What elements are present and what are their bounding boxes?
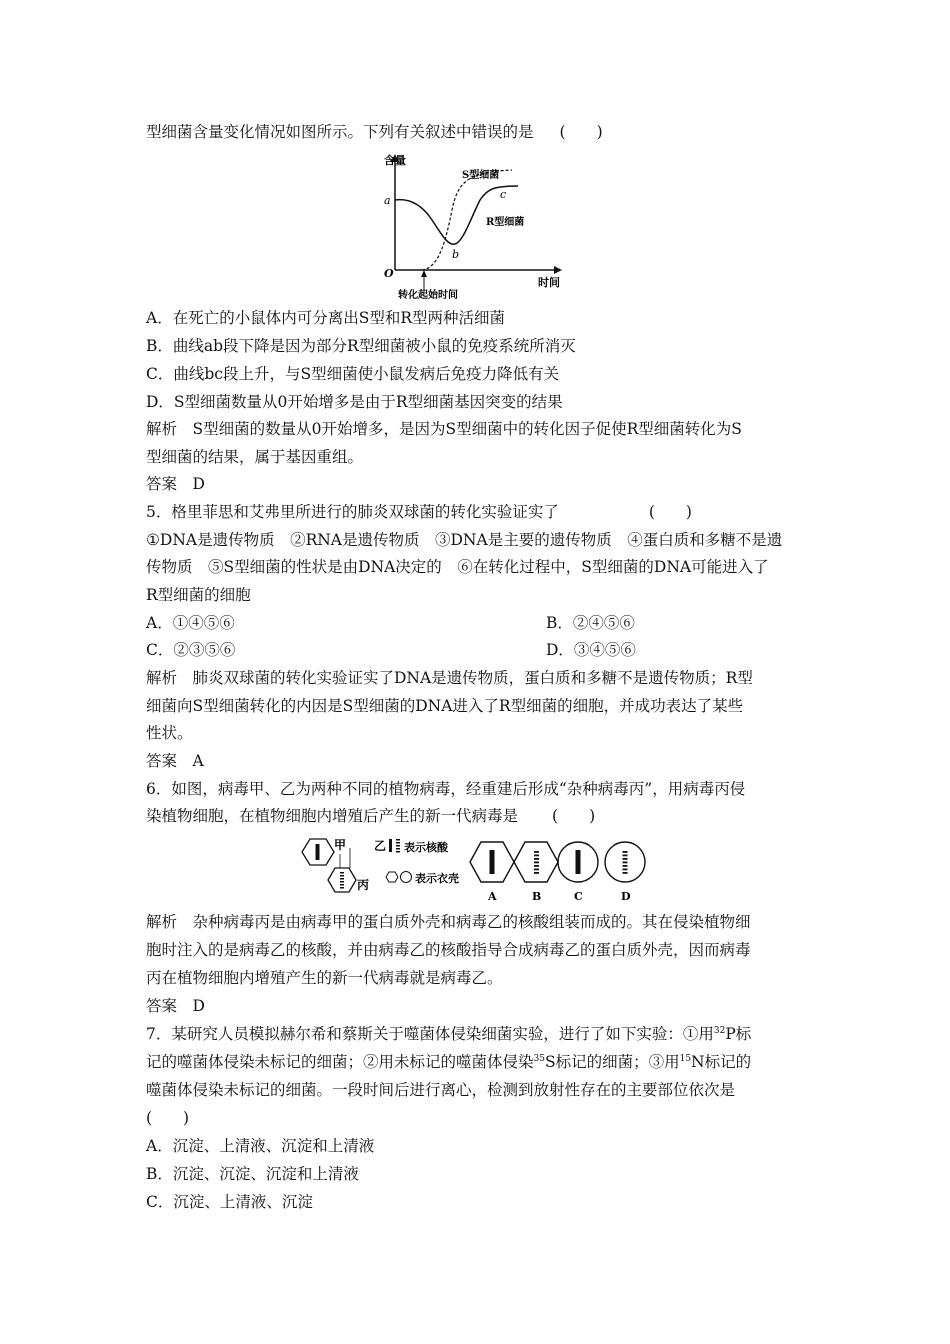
- q4-option-b: B．曲线ab段下降是因为部分R型细菌被小鼠的免疫系统所消灭: [146, 337, 576, 355]
- legend-hexagon-icon: [386, 872, 398, 882]
- bing-label: 丙: [357, 878, 370, 892]
- q5-option-a: A．①④⑤⑥: [146, 614, 235, 632]
- jia-label: 甲: [334, 838, 347, 852]
- bing-nucleic-stripes: [340, 872, 344, 889]
- q5-analysis-1: 解析 肺炎双球菌的转化实验证实了DNA是遗传物质，蛋白质和多糖不是遗传物质；R型: [146, 669, 753, 687]
- q7-sup-35: 35: [533, 1054, 545, 1064]
- q5-analysis-2: 细菌向S型细菌转化的内因是S型细菌的DNA进入了R型细菌的细胞，并成功表达了某些: [146, 697, 744, 715]
- option-c-label: C: [574, 890, 583, 903]
- q7-line2-post: N标记的: [691, 1053, 752, 1071]
- graph-s-label: S型细菌: [462, 170, 500, 181]
- q6-answer: 答案 D: [146, 997, 205, 1015]
- graph-point-b: b: [452, 248, 460, 261]
- q5-items-2: 传物质 ⑤S型细菌的性状是由DNA决定的 ⑥在转化过程中，S型细菌的DNA可能进入了: [146, 558, 769, 576]
- q7-sup-32: 32: [713, 1026, 726, 1036]
- q7-line1-post: P标: [725, 1025, 752, 1043]
- option-c-nucleic: [576, 850, 581, 874]
- q6-stem-2: [146, 806, 595, 826]
- q7-line2-pre: 记的噬菌体侵染未标记的细菌；②用未标记的噬菌体侵染: [146, 1053, 534, 1071]
- x-axis-arrow: [554, 266, 562, 274]
- yi-label: 乙: [374, 839, 387, 853]
- graph-x-label: 时间: [538, 276, 560, 289]
- graph-point-a: a: [384, 194, 391, 207]
- graph-origin: O: [384, 267, 394, 280]
- q7-sup-15: 15: [679, 1054, 692, 1064]
- graph-arrow-label: 转化起始时间: [398, 290, 458, 300]
- legend-nucleic-stripes: [396, 839, 400, 853]
- q7-stem-3: 噬菌体侵染未标记的细菌。一段时间后进行离心，检测到放射性存在的主要部位依次是: [146, 1081, 736, 1099]
- q6-paren: ( ): [552, 807, 596, 825]
- q7-option-c: C．沉淀、上清液、沉淀: [146, 1193, 313, 1211]
- option-d-nucleic: [623, 851, 628, 874]
- q5-option-b: B．②④⑤⑥: [546, 614, 635, 632]
- legend-circle-icon: [401, 872, 412, 883]
- q6-analysis-1: 解析 杂种病毒丙是由病毒甲的蛋白质外壳和病毒乙的核酸组装而成的。其在侵染植物细: [146, 913, 751, 931]
- q7-stem-1: [146, 1024, 751, 1044]
- q5-answer: 答案 A: [146, 752, 204, 770]
- option-a-nucleic: [490, 850, 495, 874]
- q4-analysis-2: 型细菌的结果，属于基因重组。: [146, 448, 364, 466]
- q5-stem: [146, 502, 692, 522]
- q6-analysis-2: 胞时注入的是病毒乙的核酸，并由病毒乙的核酸指导合成病毒乙的蛋白质外壳，因而病毒: [146, 941, 751, 959]
- legend-nucleic-text: 表示核酸: [404, 841, 448, 854]
- q6-stem-2-text: 染植物细胞，在植物细胞内增殖后产生的新一代病毒是: [146, 807, 519, 825]
- q4-option-d: D．S型细菌数量从0开始增多是由于R型细菌基因突变的结果: [146, 393, 563, 411]
- q6-figure: [300, 834, 650, 904]
- q5-analysis-3: 性状。: [146, 724, 193, 742]
- q5-option-c: C．②③⑤⑥: [146, 641, 236, 659]
- graph-r-label: R型细菌: [486, 217, 525, 228]
- jia-nucleic-bar: [316, 844, 320, 860]
- option-d-label: D: [621, 890, 631, 903]
- q4-option-a: A．在死亡的小鼠体内可分离出S型和R型两种活细菌: [146, 309, 505, 327]
- transform-arrow-head: [421, 270, 427, 277]
- q4-stem: [146, 122, 603, 142]
- q6-stem-1: 6．如图，病毒甲、乙为两种不同的植物病毒，经重建后形成“杂种病毒丙”，用病毒丙侵: [146, 780, 746, 798]
- q7-paren: ( ): [146, 1109, 190, 1127]
- graph-point-c: c: [500, 188, 507, 201]
- q4-stem-text: 型细菌含量变化情况如图所示。下列有关叙述中错误的是: [146, 123, 534, 141]
- q7-line2-mid: S标记的细菌；③用: [544, 1053, 680, 1071]
- q7-stem-2: [146, 1052, 751, 1072]
- q4-graph: [360, 150, 570, 300]
- q5-items-3: R型细菌的细胞: [146, 586, 251, 604]
- q5-items-1: ①DNA是遗传物质 ②RNA是遗传物质 ③DNA是主要的遗传物质 ④蛋白质和多糖不是遗: [146, 531, 783, 549]
- q4-paren: ( ): [559, 123, 603, 141]
- graph-y-label: 含量: [384, 154, 406, 167]
- q4-answer: 答案 D: [146, 475, 205, 493]
- q5-paren: ( ): [648, 503, 692, 521]
- q5-option-d: D．③④⑤⑥: [546, 641, 636, 659]
- q6-analysis-3: 丙在植物细胞内增殖产生的新一代病毒就是病毒乙。: [146, 969, 503, 987]
- legend-capsid-text: 表示衣壳: [415, 872, 459, 885]
- q4-option-c: C．曲线bc段上升，与S型细菌使小鼠发病后免疫力降低有关: [146, 365, 560, 383]
- yi-nucleic-bar: [389, 839, 392, 852]
- q5-stem-text: 5．格里菲思和艾弗里所进行的肺炎双球菌的转化实验证实了: [146, 503, 559, 521]
- q7-line1-pre: 7．某研究人员模拟赫尔希和蔡斯关于噬菌体侵染细菌实验，进行了如下实验：①用: [146, 1025, 714, 1043]
- q4-analysis-1: 解析 S型细菌的数量从0开始增多，是因为S型细菌中的转化因子促使R型细菌转化为S: [146, 420, 742, 438]
- q7-option-b: B．沉淀、沉淀、沉淀和上清液: [146, 1165, 359, 1183]
- option-b-label: B: [532, 890, 542, 903]
- q7-option-a: A．沉淀、上清液、沉淀和上清液: [146, 1137, 375, 1155]
- option-a-label: A: [488, 890, 497, 903]
- option-b-nucleic: [534, 851, 539, 874]
